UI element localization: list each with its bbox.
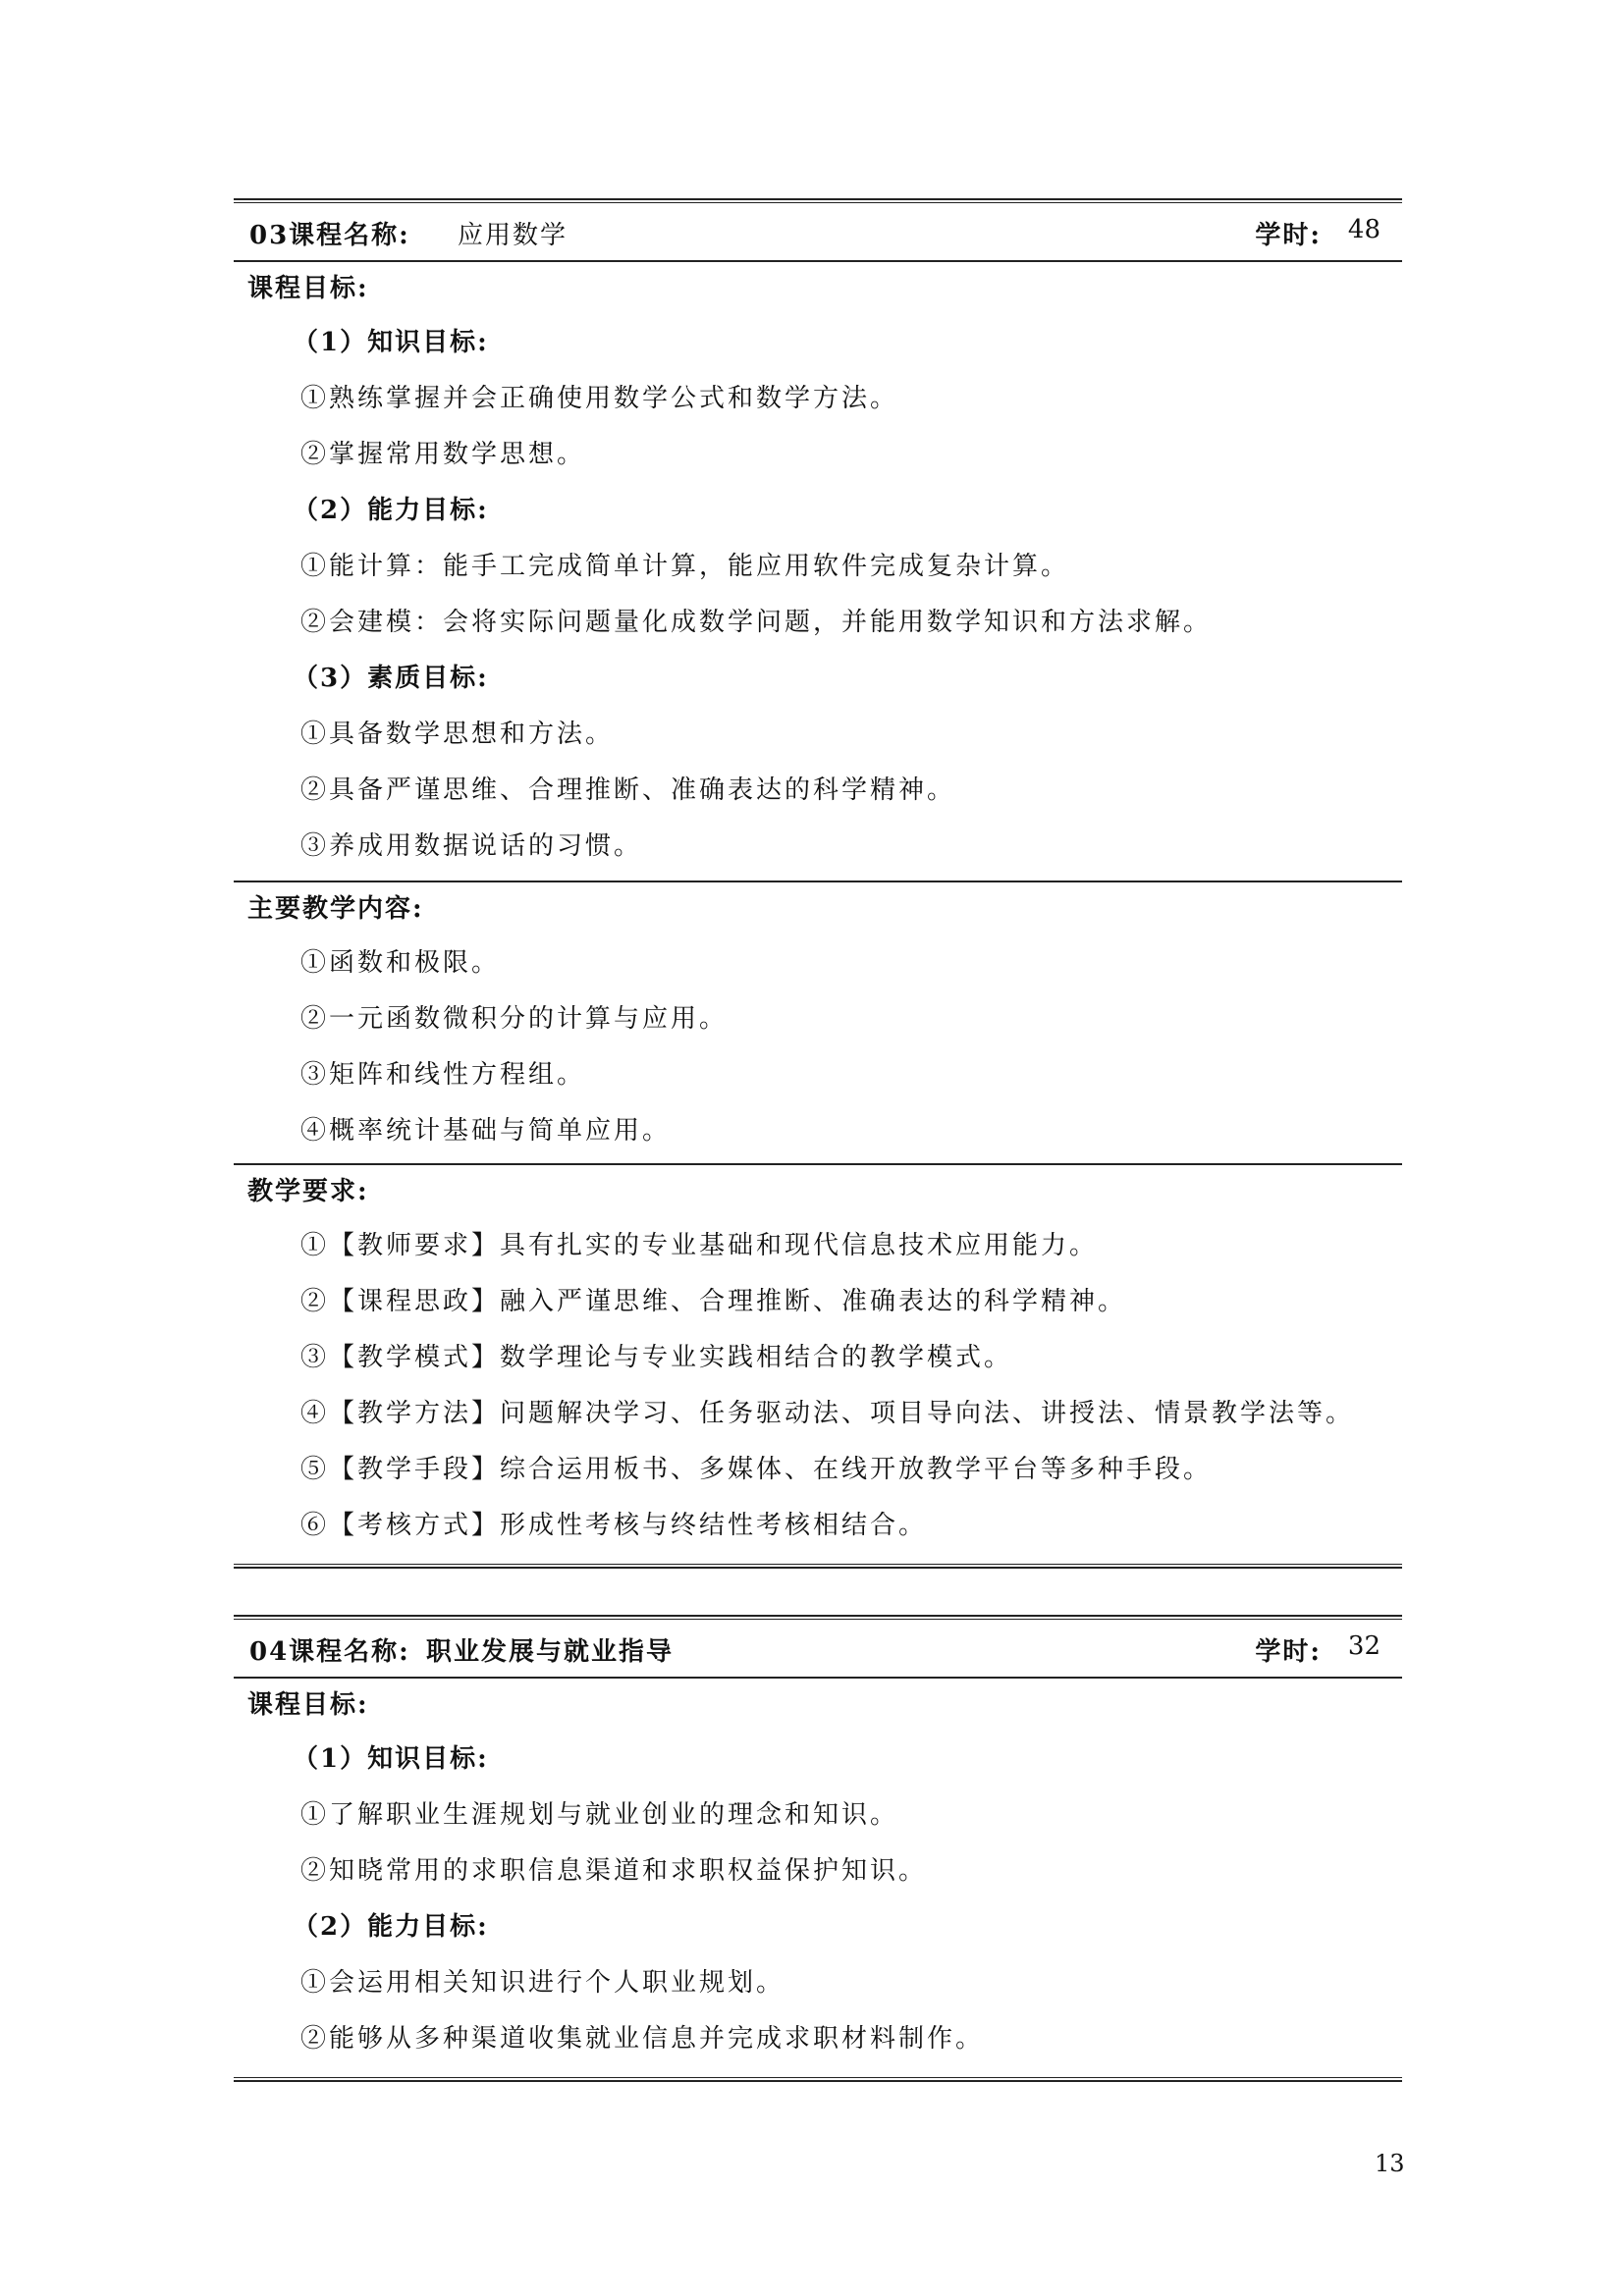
knowledge-heading: （1）知识目标: (293, 328, 489, 357)
bottom-rule (234, 1564, 1402, 1569)
requirements-heading: 教学要求: (247, 1177, 369, 1206)
course-number-label: 03课程名称: (249, 221, 410, 250)
list-item: ③养成用数据说话的习惯。 (300, 831, 643, 861)
list-item: ②一元函数微积分的计算与应用。 (300, 1004, 729, 1034)
list-item: ④概率统计基础与简单应用。 (300, 1116, 672, 1146)
list-item: ⑥【考核方式】形成性考核与终结性考核相结合。 (300, 1511, 928, 1540)
hours-label: 学时: (1255, 221, 1322, 250)
course-number-label: 04课程名称: (249, 1637, 410, 1667)
list-item: ①函数和极限。 (300, 948, 501, 978)
list-item: ③【教学模式】数学理论与专业实践相结合的教学模式。 (300, 1343, 1013, 1372)
ability-heading: （2）能力目标: (293, 1912, 489, 1942)
course-header (234, 1620, 1402, 1677)
course-03-block (234, 198, 1402, 1569)
list-item: ⑤【教学手段】综合运用板书、多媒体、在线开放教学平台等多种手段。 (300, 1455, 1213, 1484)
course-name: 应用数学 (458, 221, 568, 250)
list-item: ②具备严谨思维、合理推断、准确表达的科学精神。 (300, 775, 956, 805)
list-item: ①熟练掌握并会正确使用数学公式和数学方法。 (300, 384, 899, 413)
list-item: ②会建模：会将实际问题量化成数学问题，并能用数学知识和方法求解。 (300, 608, 1213, 637)
list-item: ③矩阵和线性方程组。 (300, 1060, 586, 1090)
goals-heading: 课程目标: (247, 274, 369, 303)
list-item: ①具备数学思想和方法。 (300, 720, 615, 749)
list-item: ②掌握常用数学思想。 (300, 440, 586, 469)
goals-heading: 课程目标: (247, 1690, 369, 1720)
list-item: ④【教学方法】问题解决学习、任务驱动法、项目导向法、讲授法、情景教学法等。 (300, 1399, 1355, 1428)
list-item: ①会运用相关知识进行个人职业规划。 (300, 1968, 785, 1998)
list-item: ①【教师要求】具有扎实的专业基础和现代信息技术应用能力。 (300, 1231, 1099, 1260)
hours-label: 学时: (1255, 1637, 1322, 1667)
ability-heading: （2）能力目标: (293, 496, 489, 525)
list-item: ②知晓常用的求职信息渠道和求职权益保护知识。 (300, 1856, 928, 1886)
hours-value: 48 (1347, 215, 1380, 244)
course-name: 职业发展与就业指导 (426, 1637, 675, 1667)
page-number: 13 (1375, 2150, 1405, 2177)
knowledge-heading: （1）知识目标: (293, 1744, 489, 1774)
content-heading: 主要教学内容: (247, 894, 424, 924)
list-item: ②【课程思政】融入严谨思维、合理推断、准确表达的科学精神。 (300, 1287, 1127, 1316)
course-04-block (234, 1615, 1402, 2082)
list-item: ②能够从多种渠道收集就业信息并完成求职材料制作。 (300, 2024, 985, 2054)
hours-value: 32 (1347, 1631, 1380, 1661)
quality-heading: （3）素质目标: (293, 664, 489, 693)
bottom-rule (234, 2077, 1402, 2082)
list-item: ①能计算：能手工完成简单计算，能应用软件完成复杂计算。 (300, 552, 1070, 581)
list-item: ①了解职业生涯规划与就业创业的理念和知识。 (300, 1800, 899, 1830)
course-header (234, 203, 1402, 260)
